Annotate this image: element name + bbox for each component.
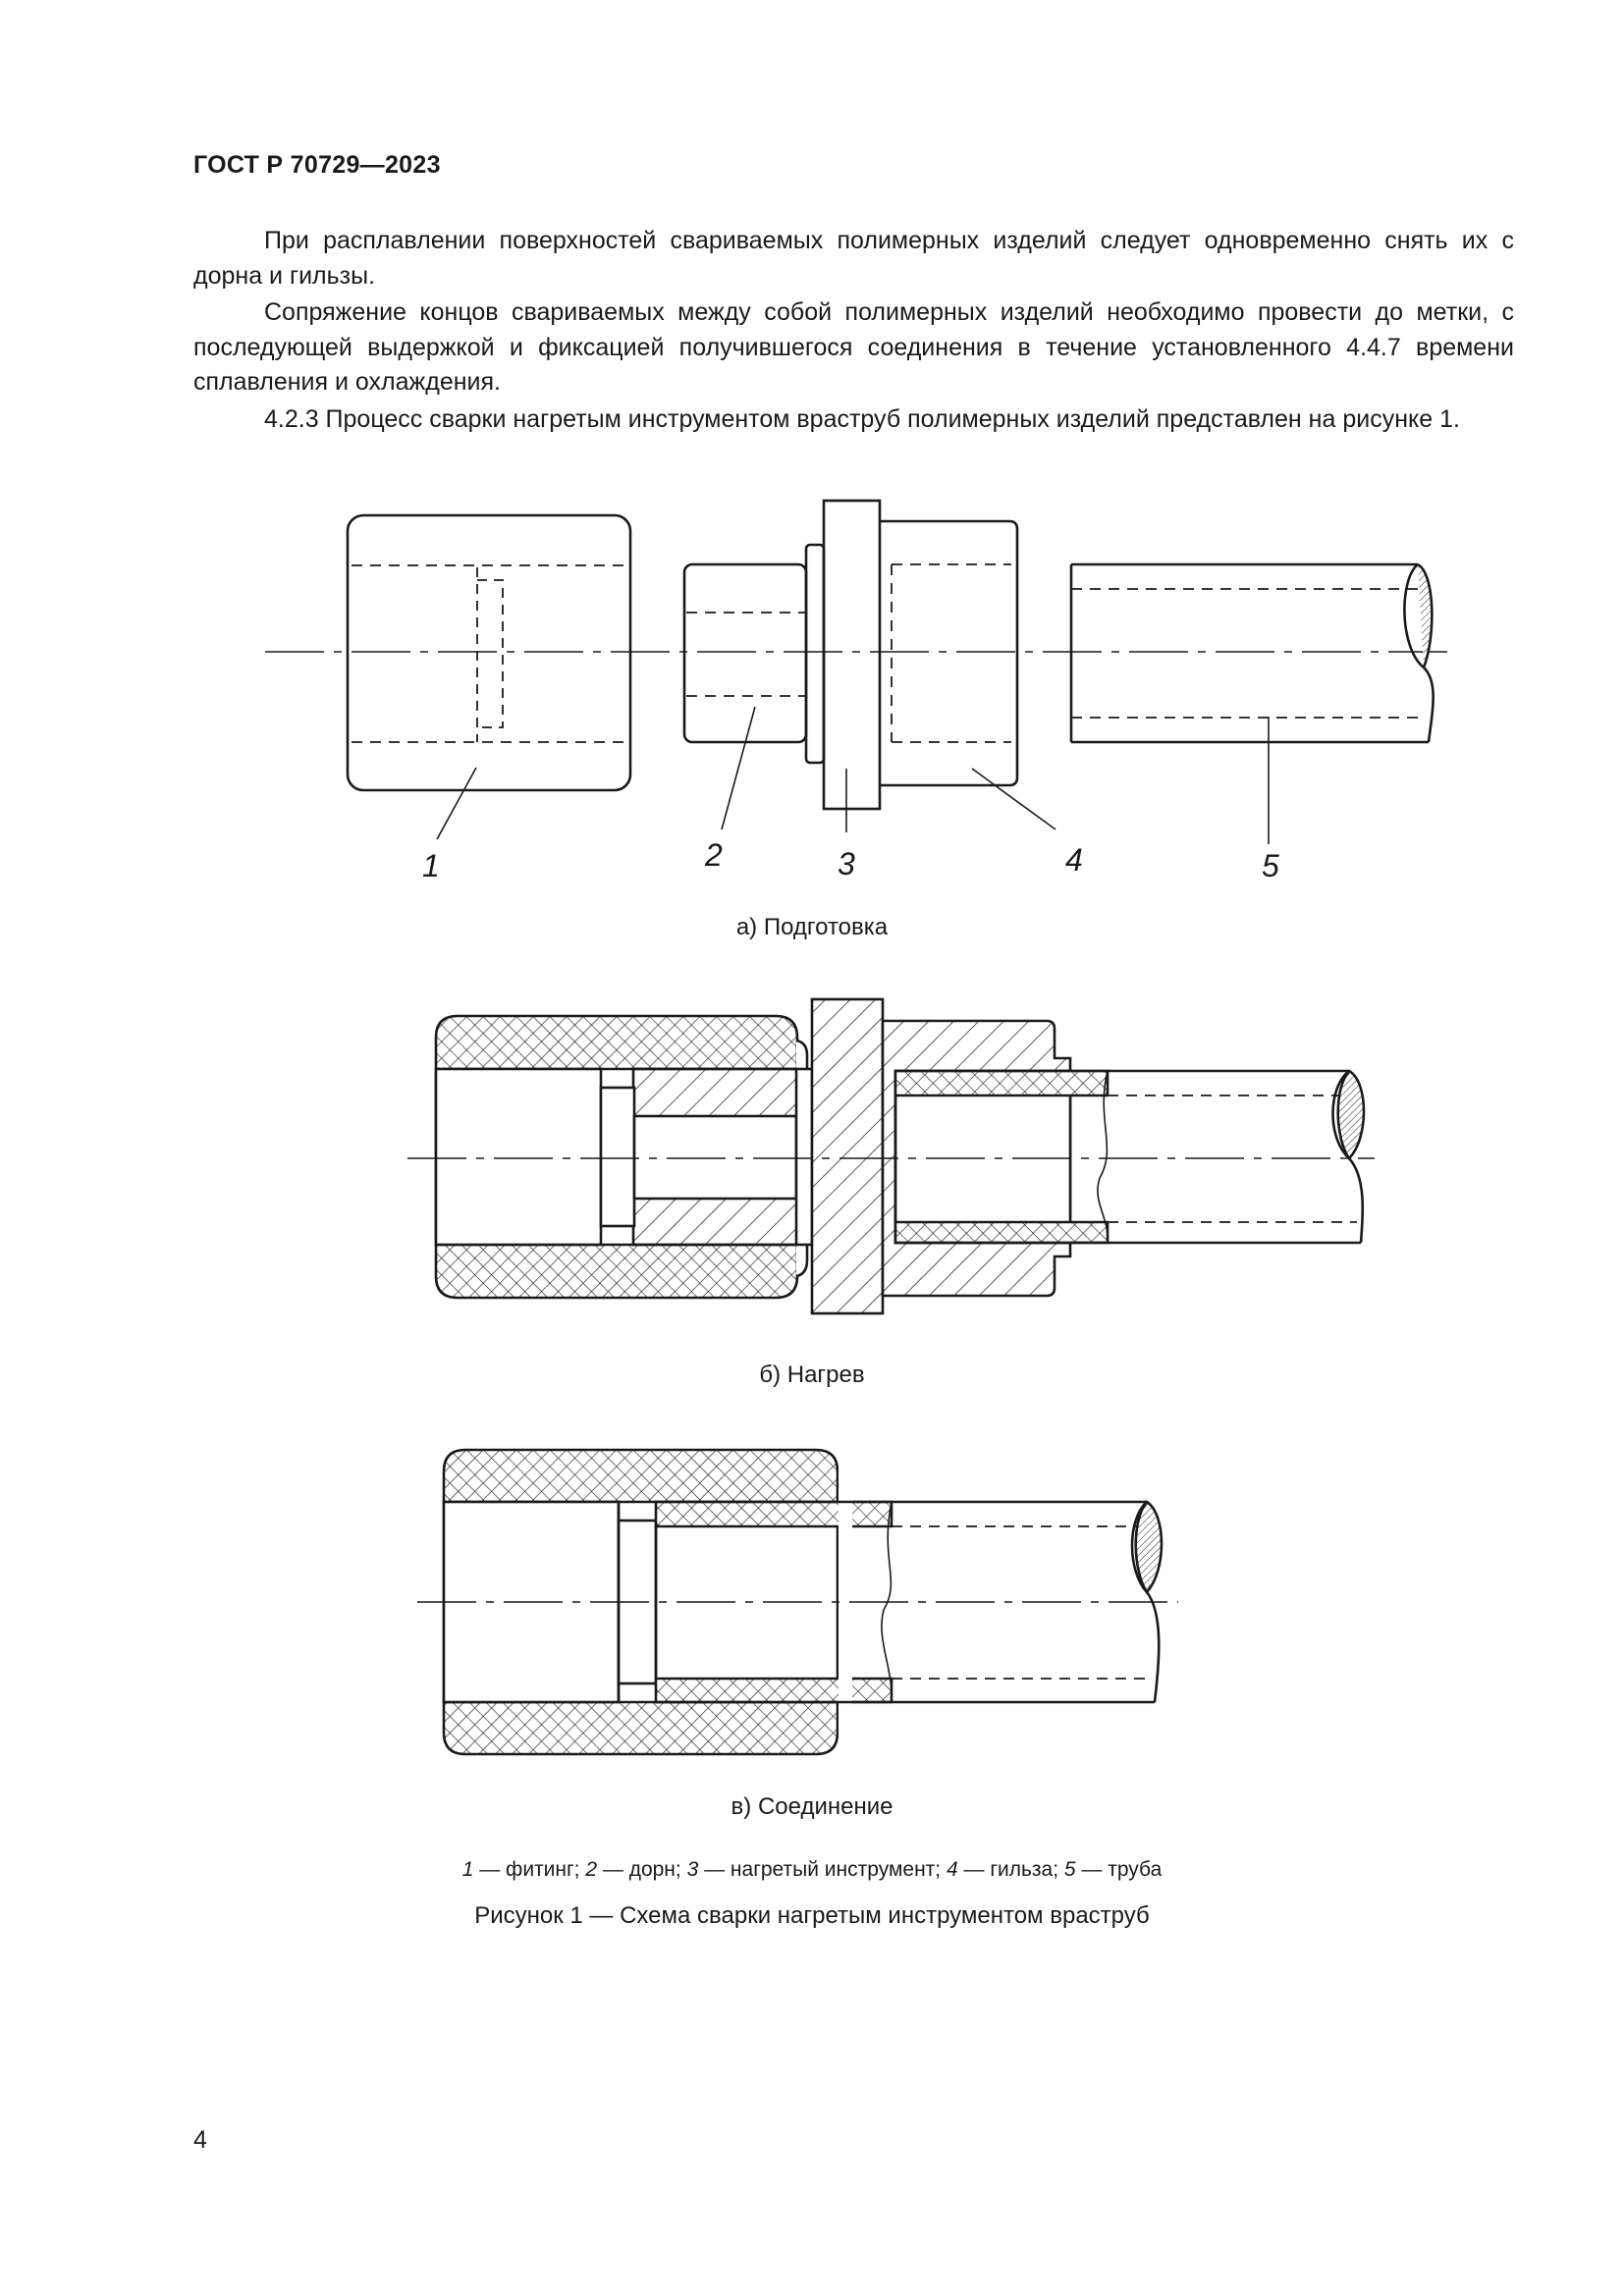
- paragraph: 4.2.3 Процесс сварки нагретым инструментом враструб полимерных изделий представлен на рисунке 1.: [264, 404, 1460, 433]
- mandrel-part: [684, 545, 824, 763]
- legend-text: — труба: [1075, 1858, 1163, 1881]
- legend-num: 4: [946, 1858, 958, 1881]
- legend-text: — фитинг;: [473, 1858, 586, 1881]
- legend-num: 2: [585, 1858, 598, 1881]
- pipe-wall-bottom: [895, 1222, 1108, 1243]
- fitting-part: [348, 515, 630, 790]
- page-number: 4: [193, 2126, 207, 2154]
- leader-4: [972, 769, 1056, 829]
- view-c-connection: [417, 1450, 1178, 1754]
- callout-2: 2: [705, 837, 723, 873]
- pipe-part: [1071, 564, 1434, 742]
- legend-text: — гильза;: [957, 1858, 1064, 1881]
- callout-1: 1: [422, 848, 440, 883]
- view-b-heating: [407, 999, 1375, 1313]
- view-a-preparation: [265, 501, 1453, 844]
- callout-5: 5: [1262, 848, 1279, 883]
- callout-3: 3: [838, 846, 855, 881]
- paragraph: Сопряжение концов свариваемых между собой полимерных изделий необходимо провести до метки, с последующей выдержкой и фиксацией получившегося соединения в течение установленного 4.4.7 времени сплавления и охлаждения.: [193, 298, 1514, 396]
- sleeve-part: [880, 521, 1017, 785]
- legend-text: — нагретый инструмент;: [698, 1858, 947, 1881]
- caption-c: в) Соединение: [731, 1793, 893, 1820]
- pipe-wall-top: [895, 1071, 1108, 1095]
- paragraph: При расплавлении поверхностей свариваемых полимерных изделий следует одновременно снять их с дорна и гильзы.: [193, 227, 1514, 290]
- legend-num: 1: [461, 1858, 474, 1881]
- heated-tool-part: [824, 501, 880, 809]
- leader-1: [437, 768, 476, 839]
- callout-4: 4: [1065, 842, 1083, 878]
- heated-tool-section: [812, 999, 883, 1313]
- legend-num: 3: [686, 1858, 699, 1881]
- figure-title: Рисунок 1 — Схема сварки нагретым инструментом враструб: [474, 1902, 1150, 1929]
- document-header: ГОСТ Р 70729—2023: [193, 151, 441, 179]
- caption-a: а) Подготовка: [735, 914, 889, 940]
- caption-b: б) Нагрев: [759, 1362, 865, 1388]
- leader-2: [722, 707, 755, 829]
- legend-num: 5: [1063, 1858, 1076, 1881]
- legend-text: — дорн;: [597, 1858, 687, 1881]
- figure-legend: [0, 1858, 1624, 1882]
